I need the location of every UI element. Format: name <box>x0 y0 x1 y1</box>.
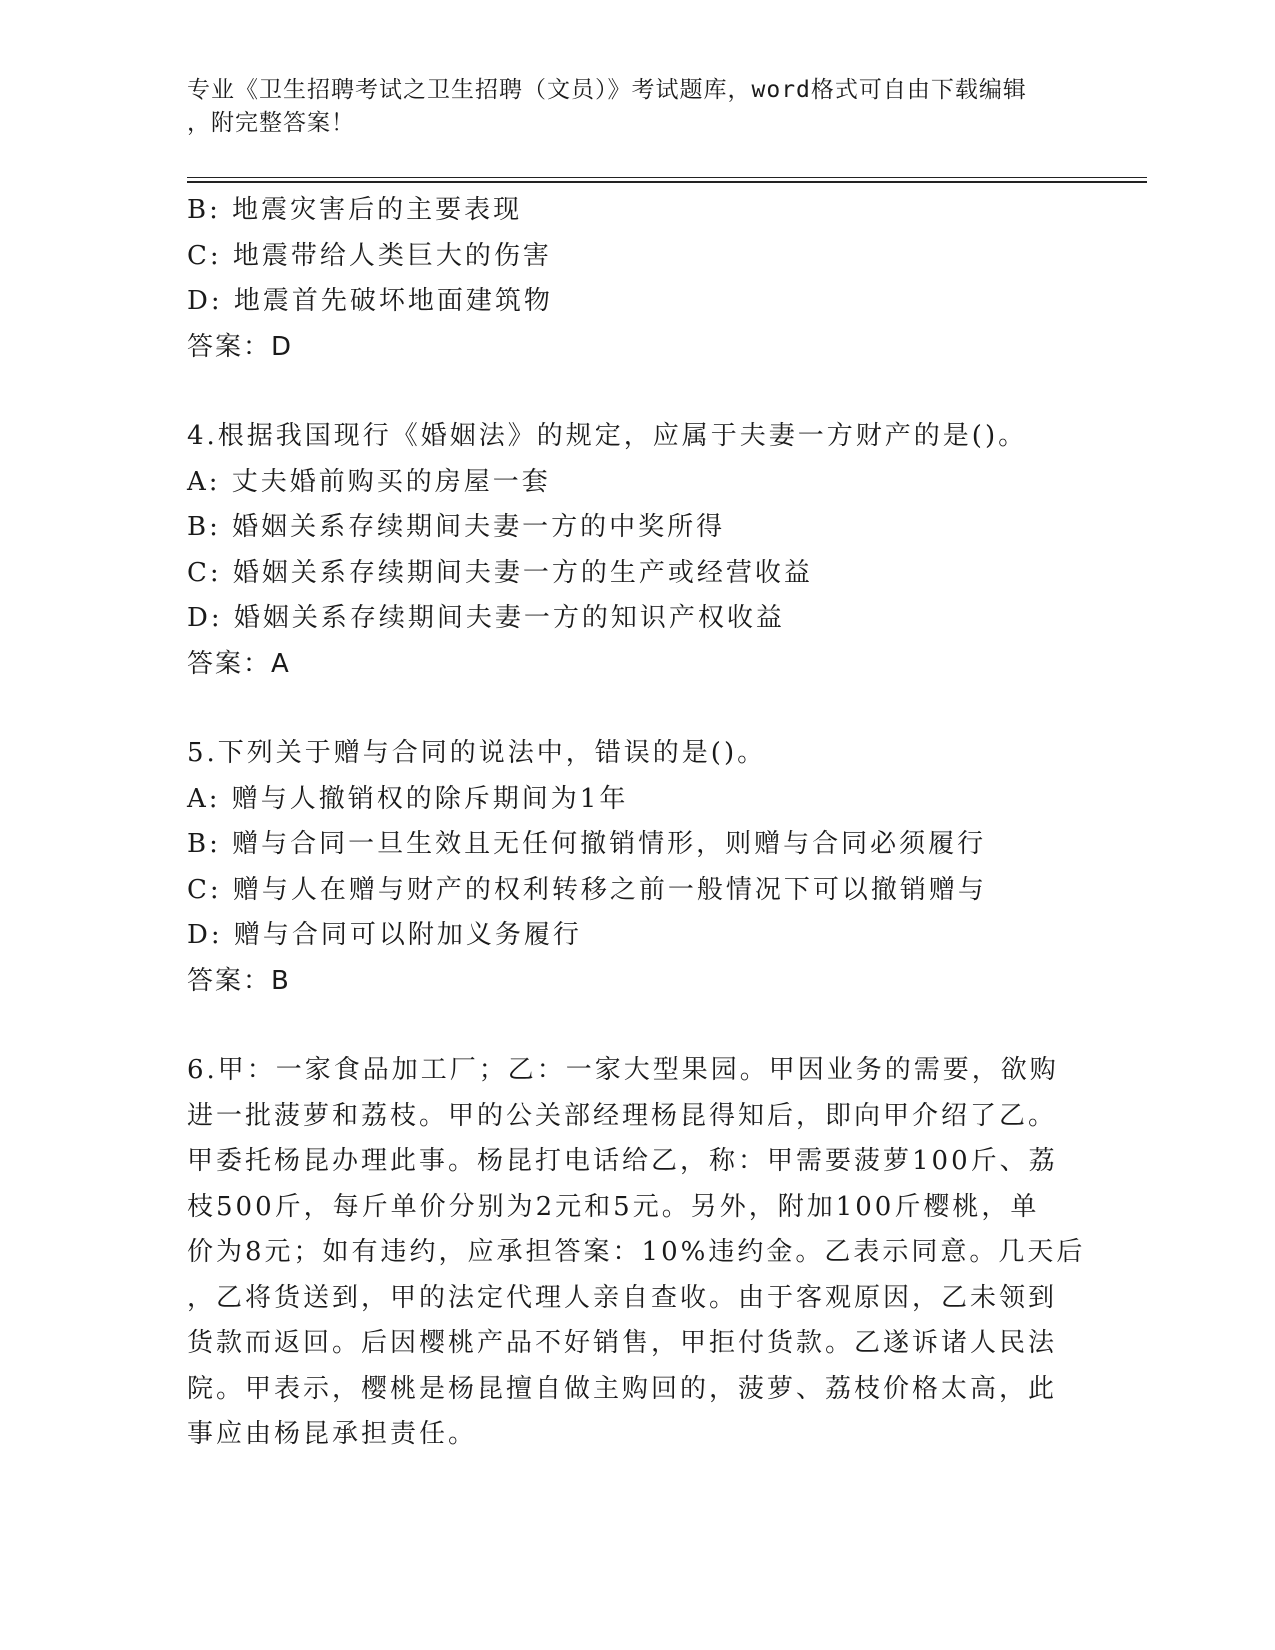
q4-option-a: A: 丈夫婚前购买的房屋一套 <box>187 466 551 497</box>
header-rule-thick <box>187 181 1147 183</box>
q6-line: 货款而返回。后因樱桃产品不好销售，甲拒付货款。乙遂诉诸人民法 <box>187 1328 1058 1358</box>
q6-line: 价为8元；如有违约，应承担答案：10%违约金。乙表示同意。几天后 <box>187 1237 1086 1267</box>
question-5 <box>187 731 1067 1004</box>
q3-answer: 答案：D <box>187 331 294 362</box>
question-3 <box>187 188 1067 370</box>
q6-line: 甲委托杨昆办理此事。杨昆打电话给乙，称：甲需要菠萝100斤、荔 <box>187 1146 1058 1176</box>
spacer <box>187 1004 1067 1048</box>
q6-line: 事应由杨昆承担责任。 <box>187 1419 478 1449</box>
q6-line: 院。甲表示，樱桃是杨昆擅自做主购回的，菠萝、荔枝价格太高，此 <box>187 1373 1058 1404</box>
question-4 <box>187 414 1067 687</box>
spacer <box>187 687 1067 731</box>
q6-line: ，乙将货送到，甲的法定代理人亲自查收。由于客观原因，乙未领到 <box>187 1282 1058 1313</box>
q5-option-d: D: 赠与合同可以附加义务履行 <box>187 920 582 950</box>
question-6 <box>187 1048 1086 1458</box>
q4-option-c: C: 婚姻关系存续期间夫妻一方的生产或经营收益 <box>187 557 813 588</box>
q5-answer: 答案：B <box>187 965 291 996</box>
header-line-1: 专业《卫生招聘考试之卫生招聘（文员）》考试题库，word格式可自由下载编辑 <box>187 77 1027 103</box>
spacer <box>187 370 1067 414</box>
q6-line: 6.甲：一家食品加工厂；乙：一家大型果园。甲因业务的需要，欲购 <box>187 1055 1059 1085</box>
q3-option-d: D: 地震首先破坏地面建筑物 <box>187 286 553 316</box>
q4-answer: 答案：A <box>187 648 291 679</box>
q5-question: 5.下列关于赠与合同的说法中，错误的是()。 <box>187 738 767 768</box>
document-body <box>187 188 1086 1458</box>
q5-option-b: B: 赠与合同一旦生效且无任何撤销情形，则赠与合同必须履行 <box>187 829 987 859</box>
q3-option-b: B: 地震灾害后的主要表现 <box>187 195 523 225</box>
header-line-2: ，附完整答案！ <box>187 110 355 136</box>
q6-line: 枝500斤，每斤单价分别为2元和5元。另外，附加100斤樱桃，单 <box>187 1191 1040 1222</box>
q5-option-c: C: 赠与人在赠与财产的权利转移之前一般情况下可以撤销赠与 <box>187 874 987 905</box>
header-rule-thin <box>187 177 1147 178</box>
q6-line: 进一批菠萝和荔枝。甲的公关部经理杨昆得知后，即向甲介绍了乙。 <box>187 1100 1058 1131</box>
q4-option-d: D: 婚姻关系存续期间夫妻一方的知识产权收益 <box>187 603 785 633</box>
q5-option-a: A: 赠与人撤销权的除斥期间为1年 <box>187 783 629 814</box>
q4-option-b: B: 婚姻关系存续期间夫妻一方的中奖所得 <box>187 512 726 542</box>
q3-option-c: C: 地震带给人类巨大的伤害 <box>187 240 552 271</box>
document-header <box>187 74 1067 140</box>
q4-question: 4.根据我国现行《婚姻法》的规定，应属于夫妻一方财产的是()。 <box>187 421 1028 451</box>
